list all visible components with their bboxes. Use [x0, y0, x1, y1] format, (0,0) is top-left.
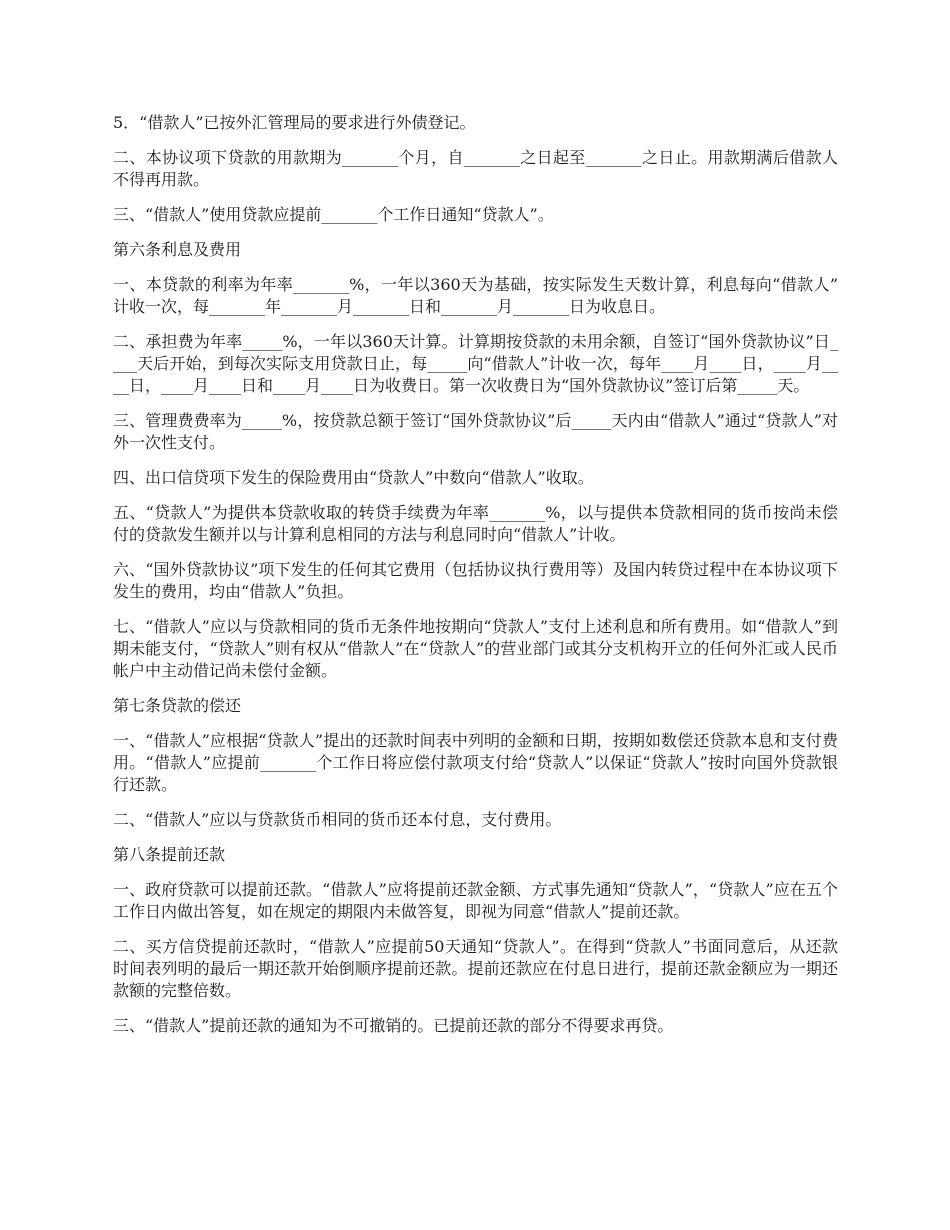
clause-commitment-fee: 二、承担费为年率_____%，一年以360天计算。计算期按贷款的未用余额，自签订“国外贷款协议”日____天后开始，到每次实际支用贷款日止，每_____向“借款人”计收一次，每年____月____日，____月____日，____月____日和____月____日为收费日。第一次收费日为“国外贷款协议”签订后第_____天。: [113, 332, 838, 395]
clause-government-prepayment: 一、政府贷款可以提前还款。“借款人”应将提前还款金额、方式事先通知“贷款人”，“贷款人”应在五个工作日内做出答复，如在规定的期限内未做答复，即视为同意“借款人”提前还款。: [113, 880, 838, 921]
clause-other-fees: 六、“国外贷款协议”项下发生的任何其它费用（包括协议执行费用等）及国内转贷过程中在本协议项下发生的费用，均由“借款人”负担。: [113, 560, 838, 601]
clause-interest-rate: 一、本贷款的利率为年率_______%，一年以360天为基础，按实际发生天数计算，利息每向“借款人”计收一次，每_______年_______月_______日和_______月_______日为收息日。: [113, 275, 838, 316]
clause-5-foreign-debt-registration: 5．“借款人”已按外汇管理局的要求进行外债登记。: [113, 113, 476, 132]
clause-prepayment-irrevocable: 三、“借款人”提前还款的通知为不可撤销的。已提前还款的部分不得要求再贷。: [113, 1016, 674, 1035]
clause-buyer-credit-prepayment: 二、买方信贷提前还款时，“借款人”应提前50天通知“贷款人”。在得到“贷款人”书面同意后，从还款时间表列明的最后一期还款开始倒顺序提前还款。提前还款应在付息日进行，提前还款金额应为一期还款额的完整倍数。: [113, 937, 838, 1000]
clause-drawdown-notice: 三、“借款人”使用贷款应提前_______个工作日通知“贷款人”。: [113, 205, 554, 224]
article-8-heading: 第八条提前还款: [113, 845, 226, 864]
clause-management-fee: 三、管理费费率为_____%，按贷款总额于签订“国外贷款协议”后_____天内由“借款人”通过“贷款人”对外一次性支付。: [113, 411, 838, 452]
article-7-heading: 第七条贷款的偿还: [113, 696, 242, 715]
article-6-heading: 第六条利息及费用: [113, 240, 242, 259]
clause-payment-obligation: 七、“借款人”应以与贷款相同的货币无条件地按期向“贷款人”支付上述利息和所有费用。如“借款人”到期未能支付，“贷款人”则有权从“借款人”在“贷款人”的营业部门或其分支机构开立的任何外汇或人民币帐户中主动借记尚未偿付金额。: [113, 617, 838, 680]
clause-repayment-schedule: 一、“借款人”应根据“贷款人”提出的还款时间表中列明的金额和日期，按期如数偿还贷款本息和支付费用。“借款人”应提前_______个工作日将应偿付款项支付给“贷款人”以保证“贷款人”按时向国外贷款银行还款。: [113, 731, 838, 794]
clause-insurance-fee: 四、出口信贷项下发生的保险费用由“贷款人”中数向“借款人”收取。: [113, 468, 594, 487]
clause-drawdown-period: 二、本协议项下贷款的用款期为_______个月，自_______之日起至_______之日止。用款期满后借款人不得再用款。: [113, 148, 838, 189]
clause-repayment-currency: 二、“借款人”应以与贷款货币相同的货币还本付息，支付费用。: [113, 810, 562, 829]
clause-onlending-fee: 五、“贷款人”为提供本贷款收取的转贷手续费为年率_______%，以与提供本贷款相同的货币按尚未偿付的贷款发生额并以与计算利息相同的方法与利息同时向“借款人”计收。: [113, 503, 838, 544]
